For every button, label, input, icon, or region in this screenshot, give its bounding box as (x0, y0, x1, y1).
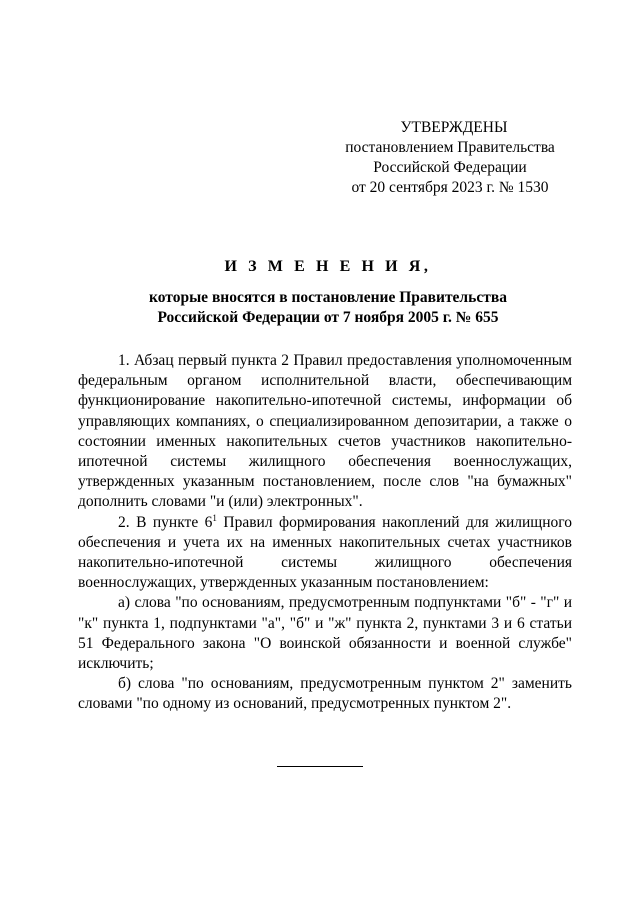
paragraph-2-rest: Правил формирования накоплений для жилищного обеспечения и учета их на именных накопительных счетах участников накопительно-ипотечной системы жилищного обеспечения военнослужащих, утвержденных указанным постановлением: (78, 513, 572, 592)
subtitle-line-2: Российской Федерации от 7 ноября 2005 г. № 655 (157, 309, 499, 326)
document-title: И З М Е Н Е Н И Я, (224, 258, 432, 275)
approval-stamp: УТВЕРЖДЕНЫ (400, 119, 508, 136)
paragraph-2-superscript: 1 (212, 512, 217, 523)
document-body (78, 351, 572, 715)
approval-line-1: постановлением Правительства (345, 139, 555, 156)
approval-block (330, 118, 570, 198)
paragraph-2b: б) слова "по основаниям, предусмотренным пунктом 2" заменить словами "по одному из оснований, предусмотренных пунктом 2". (78, 675, 572, 713)
paragraph-2-start: 2. В пункте 6 (118, 513, 213, 531)
subtitle-line-1: которые вносятся в постановление Правительства (149, 289, 507, 306)
approval-line-2: Российской Федерации (373, 159, 527, 176)
paragraph-2 (78, 513, 572, 594)
end-separator-line (277, 766, 363, 767)
approval-line-3: от 20 сентября 2023 г. № 1530 (351, 179, 549, 196)
paragraph-2a: а) слова "по основаниям, предусмотренным подпунктами "б" - "г" и "к" пункта 1, подпунктами "а", "б" и "ж" пункта 2, пунктами 3 и 6 статьи 51 Федерального закона "О воинской обязанности и военной службе" исключить; (78, 594, 572, 673)
document-subtitle (80, 288, 576, 328)
paragraph-1: 1. Абзац первый пункта 2 Правил предоставления уполномоченным федеральным органом исполнительной власти, обеспечивающим функционирование накопительно-ипотечной системы, информации об управляющих компаниях, о специализированном депозитарии, а также о состоянии именных накопительных счетов участников накопительно-ипотечной системы жилищного обеспечения военнослужащих, утвержденных указанным постановлением, после слов "на бумажных" дополнить словами "и (или) электронных". (78, 352, 572, 511)
